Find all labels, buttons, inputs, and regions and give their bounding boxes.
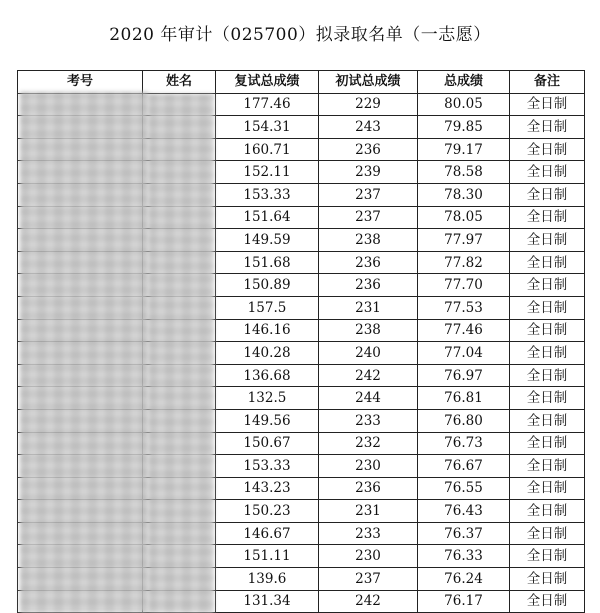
total-score-cell: 78.05 <box>418 206 510 229</box>
total-score-cell: 77.46 <box>418 319 510 342</box>
table-row <box>18 296 585 319</box>
name-cell <box>143 206 216 229</box>
table-row <box>18 568 585 591</box>
table-row <box>18 116 585 139</box>
retest-score-cell: 131.34 <box>216 590 319 613</box>
name-cell <box>143 161 216 184</box>
name-cell <box>143 274 216 297</box>
total-score-cell: 79.17 <box>418 138 510 161</box>
retest-score-cell: 150.89 <box>216 274 319 297</box>
table-row <box>18 590 585 613</box>
remark-cell: 全日制 <box>510 319 585 342</box>
admission-table <box>17 70 585 613</box>
name-cell <box>143 93 216 116</box>
retest-score-cell: 154.31 <box>216 116 319 139</box>
remark-cell: 全日制 <box>510 568 585 591</box>
table-row <box>18 229 585 252</box>
exam-number-cell <box>18 342 143 365</box>
total-score-cell: 76.24 <box>418 568 510 591</box>
initial-score-cell: 242 <box>319 364 418 387</box>
remark-cell: 全日制 <box>510 590 585 613</box>
retest-score-cell: 139.6 <box>216 568 319 591</box>
total-score-cell: 76.43 <box>418 500 510 523</box>
exam-number-cell <box>18 296 143 319</box>
table-body <box>18 93 585 613</box>
table-row <box>18 455 585 478</box>
total-score-cell: 78.30 <box>418 183 510 206</box>
table-row <box>18 251 585 274</box>
remark-cell: 全日制 <box>510 342 585 365</box>
initial-score-cell: 239 <box>319 161 418 184</box>
remark-cell: 全日制 <box>510 93 585 116</box>
initial-score-cell: 233 <box>319 409 418 432</box>
retest-score-cell: 151.11 <box>216 545 319 568</box>
remark-cell: 全日制 <box>510 296 585 319</box>
header-name: 姓名 <box>143 71 216 94</box>
exam-number-cell <box>18 183 143 206</box>
exam-number-cell <box>18 229 143 252</box>
table-row <box>18 545 585 568</box>
retest-score-cell: 151.64 <box>216 206 319 229</box>
retest-score-cell: 153.33 <box>216 455 319 478</box>
name-cell <box>143 319 216 342</box>
remark-cell: 全日制 <box>510 409 585 432</box>
retest-score-cell: 152.11 <box>216 161 319 184</box>
header-initial-score: 初试总成绩 <box>319 71 418 94</box>
total-score-cell: 77.70 <box>418 274 510 297</box>
exam-number-cell <box>18 138 143 161</box>
total-score-cell: 76.97 <box>418 364 510 387</box>
table-row <box>18 138 585 161</box>
remark-cell: 全日制 <box>510 477 585 500</box>
name-cell <box>143 522 216 545</box>
total-score-cell: 76.67 <box>418 455 510 478</box>
exam-number-cell <box>18 319 143 342</box>
exam-number-cell <box>18 116 143 139</box>
header-exam-number: 考号 <box>18 71 143 94</box>
remark-cell: 全日制 <box>510 116 585 139</box>
retest-score-cell: 149.56 <box>216 409 319 432</box>
initial-score-cell: 236 <box>319 477 418 500</box>
name-cell <box>143 455 216 478</box>
table-row <box>18 364 585 387</box>
name-cell <box>143 409 216 432</box>
exam-number-cell <box>18 568 143 591</box>
exam-number-cell <box>18 251 143 274</box>
initial-score-cell: 232 <box>319 432 418 455</box>
exam-number-cell <box>18 500 143 523</box>
initial-score-cell: 230 <box>319 455 418 478</box>
retest-score-cell: 146.67 <box>216 522 319 545</box>
table-row <box>18 500 585 523</box>
remark-cell: 全日制 <box>510 455 585 478</box>
total-score-cell: 76.33 <box>418 545 510 568</box>
initial-score-cell: 231 <box>319 296 418 319</box>
total-score-cell: 79.85 <box>418 116 510 139</box>
retest-score-cell: 132.5 <box>216 387 319 410</box>
initial-score-cell: 237 <box>319 183 418 206</box>
remark-cell: 全日制 <box>510 251 585 274</box>
total-score-cell: 77.97 <box>418 229 510 252</box>
document-title: 2020 年审计（025700）拟录取名单（一志愿） <box>109 25 491 45</box>
retest-score-cell: 150.23 <box>216 500 319 523</box>
name-cell <box>143 138 216 161</box>
name-cell <box>143 116 216 139</box>
total-score-cell: 76.73 <box>418 432 510 455</box>
initial-score-cell: 237 <box>319 568 418 591</box>
retest-score-cell: 177.46 <box>216 93 319 116</box>
exam-number-cell <box>18 387 143 410</box>
name-cell <box>143 432 216 455</box>
name-cell <box>143 500 216 523</box>
initial-score-cell: 233 <box>319 522 418 545</box>
table-row <box>18 206 585 229</box>
retest-score-cell: 146.16 <box>216 319 319 342</box>
table-row <box>18 274 585 297</box>
retest-score-cell: 149.59 <box>216 229 319 252</box>
table-row <box>18 93 585 116</box>
remark-cell: 全日制 <box>510 522 585 545</box>
table-row <box>18 432 585 455</box>
exam-number-cell <box>18 432 143 455</box>
table-row <box>18 161 585 184</box>
header-remark: 备注 <box>510 71 585 94</box>
exam-number-cell <box>18 274 143 297</box>
remark-cell: 全日制 <box>510 206 585 229</box>
exam-number-cell <box>18 206 143 229</box>
remark-cell: 全日制 <box>510 364 585 387</box>
table-row <box>18 342 585 365</box>
name-cell <box>143 568 216 591</box>
initial-score-cell: 229 <box>319 93 418 116</box>
exam-number-cell <box>18 545 143 568</box>
table-row <box>18 409 585 432</box>
name-cell <box>143 387 216 410</box>
remark-cell: 全日制 <box>510 432 585 455</box>
total-score-cell: 76.81 <box>418 387 510 410</box>
exam-number-cell <box>18 93 143 116</box>
initial-score-cell: 236 <box>319 274 418 297</box>
remark-cell: 全日制 <box>510 545 585 568</box>
table-row <box>18 387 585 410</box>
exam-number-cell <box>18 364 143 387</box>
initial-score-cell: 237 <box>319 206 418 229</box>
table-row <box>18 183 585 206</box>
name-cell <box>143 364 216 387</box>
total-score-cell: 76.55 <box>418 477 510 500</box>
exam-number-cell <box>18 455 143 478</box>
total-score-cell: 80.05 <box>418 93 510 116</box>
retest-score-cell: 150.67 <box>216 432 319 455</box>
initial-score-cell: 243 <box>319 116 418 139</box>
name-cell <box>143 229 216 252</box>
remark-cell: 全日制 <box>510 387 585 410</box>
name-cell <box>143 342 216 365</box>
name-cell <box>143 251 216 274</box>
exam-number-cell <box>18 409 143 432</box>
table-row <box>18 319 585 342</box>
initial-score-cell: 238 <box>319 229 418 252</box>
retest-score-cell: 140.28 <box>216 342 319 365</box>
initial-score-cell: 236 <box>319 251 418 274</box>
table-row <box>18 477 585 500</box>
initial-score-cell: 236 <box>319 138 418 161</box>
exam-number-cell <box>18 522 143 545</box>
header-total-score: 总成绩 <box>418 71 510 94</box>
initial-score-cell: 240 <box>319 342 418 365</box>
initial-score-cell: 230 <box>319 545 418 568</box>
total-score-cell: 76.80 <box>418 409 510 432</box>
table-header-row <box>18 71 585 94</box>
retest-score-cell: 143.23 <box>216 477 319 500</box>
retest-score-cell: 160.71 <box>216 138 319 161</box>
initial-score-cell: 231 <box>319 500 418 523</box>
total-score-cell: 76.17 <box>418 590 510 613</box>
name-cell <box>143 477 216 500</box>
name-cell <box>143 590 216 613</box>
remark-cell: 全日制 <box>510 138 585 161</box>
retest-score-cell: 153.33 <box>216 183 319 206</box>
remark-cell: 全日制 <box>510 500 585 523</box>
name-cell <box>143 545 216 568</box>
initial-score-cell: 242 <box>319 590 418 613</box>
header-retest-score: 复试总成绩 <box>216 71 319 94</box>
total-score-cell: 76.37 <box>418 522 510 545</box>
retest-score-cell: 157.5 <box>216 296 319 319</box>
remark-cell: 全日制 <box>510 274 585 297</box>
total-score-cell: 77.82 <box>418 251 510 274</box>
retest-score-cell: 136.68 <box>216 364 319 387</box>
remark-cell: 全日制 <box>510 183 585 206</box>
remark-cell: 全日制 <box>510 229 585 252</box>
retest-score-cell: 151.68 <box>216 251 319 274</box>
table-row <box>18 522 585 545</box>
exam-number-cell <box>18 161 143 184</box>
remark-cell: 全日制 <box>510 161 585 184</box>
total-score-cell: 77.04 <box>418 342 510 365</box>
total-score-cell: 78.58 <box>418 161 510 184</box>
name-cell <box>143 183 216 206</box>
initial-score-cell: 244 <box>319 387 418 410</box>
exam-number-cell <box>18 477 143 500</box>
exam-number-cell <box>18 590 143 613</box>
initial-score-cell: 238 <box>319 319 418 342</box>
total-score-cell: 77.53 <box>418 296 510 319</box>
name-cell <box>143 296 216 319</box>
